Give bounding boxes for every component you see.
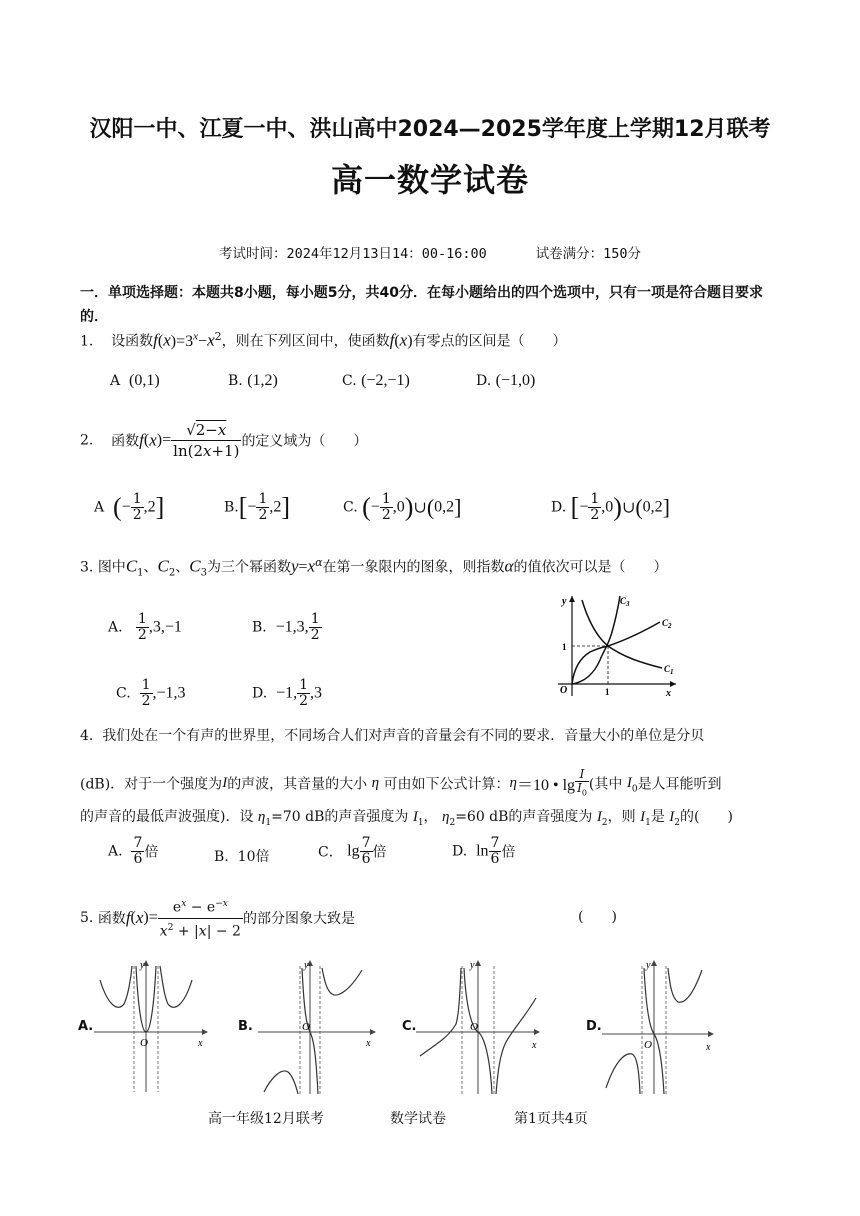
footer-page: 第1页共4页 — [514, 1111, 588, 1127]
q1-option-b[interactable]: B. (1,2) — [228, 372, 278, 389]
question-number: 3. — [80, 559, 94, 576]
curve-c1-label: $C_1$ — [664, 664, 674, 676]
exam-subtitle: 高一数学试卷 — [330, 161, 529, 199]
origin-label: O — [560, 685, 568, 696]
graph-b-label[interactable]: B. — [238, 1019, 253, 1034]
q2-option-a[interactable]: A (− $\frac{1}{2}$ ,2] — [94, 491, 165, 523]
graph-c-label[interactable]: C. — [402, 1019, 417, 1034]
graph-c[interactable] — [416, 958, 546, 1098]
question-text: ，则在下列区间中，使函数 — [221, 333, 390, 350]
svg-text:y: y — [470, 960, 475, 971]
question-number: 4. — [80, 728, 94, 744]
q1-option-c[interactable]: C. (−2,−1) — [342, 372, 410, 389]
q4-option-c[interactable]: C． lg $\frac{7}{6}$ 倍 — [318, 835, 387, 867]
question-text: 设函数 — [111, 333, 154, 350]
footer-subject: 数学试卷 — [390, 1111, 446, 1127]
question-text: 函数 — [111, 433, 140, 450]
svg-text:O: O — [302, 1021, 310, 1033]
question-text: 有零点的区间是（ ） — [412, 333, 567, 350]
q1-option-d[interactable]: D. (−1,0) — [476, 372, 536, 389]
svg-text:y: y — [304, 960, 309, 971]
x-axis-label: x — [666, 688, 671, 699]
power-function-graph — [550, 592, 682, 700]
q1-option-a[interactable]: A (0,1) — [110, 372, 160, 389]
full-score: 试卷满分：150分 — [535, 246, 641, 262]
q3-option-d[interactable]: D. −1, $\frac{1}{2}$ ,3 — [252, 677, 323, 709]
y-axis-label: y — [562, 596, 567, 607]
curve-c3-label: $C_3$ — [620, 596, 630, 608]
question-text: 图中 — [97, 559, 126, 576]
q4-option-a[interactable]: A. $\frac{7}{6}$ 倍 — [108, 835, 159, 867]
question-number: 2. — [80, 432, 94, 449]
exam-time: 考试时间：2024年12月13日14：00-16:00 — [219, 246, 487, 262]
question-4-line-1 — [80, 725, 704, 745]
question-2: 2. 函数f(x)= $\frac{√2-x}{\ln(2x+1)}$ 的定义域为（ ） — [80, 421, 368, 460]
graph-d-label[interactable]: D. — [586, 1019, 602, 1034]
graph-a-label[interactable]: A. — [78, 1019, 94, 1034]
question-4-line-2: (dB)．对于一个强度为I的声波，其音量的大小 η 可由如下公式计算：η＝10 • lg $\frac{I}{I_0}$ (其中 $I_0$是人耳能听到 — [80, 767, 722, 798]
question-text: 的定义域为（ ） — [241, 433, 368, 450]
question-number: 5. — [80, 910, 94, 927]
q4-option-b[interactable]: B. 10倍 — [214, 849, 270, 865]
question-text: 为三个幂函数 — [206, 559, 291, 576]
q3-option-a[interactable]: A. $\frac{1}{2}$ ,3,−1 — [108, 611, 182, 643]
exam-title: 汉阳一中、江夏一中、洪山高中2024—2025学年度上学期12月联考 — [89, 117, 771, 142]
q4-option-d[interactable]: D. ln $\frac{7}{6}$ 倍 — [452, 835, 516, 867]
svg-text:x: x — [532, 1040, 537, 1051]
question-1: 1. 设函数$f(x)=3^x-x^2$，则在下列区间中，使函数f(x)有零点的区间是（ ） — [80, 330, 567, 350]
q2-option-d[interactable]: D. [− $\frac{1}{2}$ ,0)∪(0,2] — [551, 491, 670, 523]
q3-option-c[interactable]: C. $\frac{1}{2}$ ,−1,3 — [116, 677, 186, 709]
svg-text:O: O — [644, 1039, 652, 1051]
q3-option-b[interactable]: B. −1,3, $\frac{1}{2}$ — [252, 611, 320, 643]
tick-1-x: 1 — [605, 687, 610, 697]
question-text: 我们处在一个有声的世界里，不同场合人们对声音的音量会有不同的要求．音量大小的单位是分贝 — [102, 728, 705, 744]
graph-a[interactable] — [94, 958, 212, 1094]
tick-1-y: 1 — [562, 642, 567, 652]
question-text: 在第一象限内的图象，则指数 — [322, 559, 505, 576]
question-text: 函数 — [97, 911, 126, 928]
question-text: 的值依次可以是（ ） — [513, 559, 668, 576]
svg-text:x: x — [706, 1042, 711, 1053]
question-5: 5. 函数f(x)= $\frac{e^x - e^{-x}}{x^2 + |x| - 2}$ 的部分图象大致是 — [80, 895, 355, 941]
svg-text:y: y — [140, 960, 145, 971]
svg-text:O: O — [470, 1021, 478, 1033]
q2-option-b[interactable]: B.[− $\frac{1}{2}$ ,2] — [224, 491, 291, 523]
svg-text:O: O — [140, 1037, 148, 1049]
svg-text:x: x — [198, 1038, 203, 1049]
graph-b[interactable] — [258, 958, 380, 1098]
question-text: 的部分图象大致是 — [242, 911, 355, 928]
question-number: 1. — [80, 333, 94, 350]
section-heading: 一．单项选择题：本题共8小题，每小题5分，共40分．在每小题给出的四个选项中，只有一项是符合题目要求的． — [80, 285, 763, 325]
footer-grade: 高一年级12月联考 — [208, 1111, 324, 1127]
svg-text:x: x — [366, 1038, 371, 1049]
graph-d[interactable] — [602, 958, 720, 1098]
curve-c2-label: $C_2$ — [662, 618, 672, 630]
exam-info — [0, 242, 860, 262]
question-3: 3. 图中$C_1$、$C_2$、$C_3$为三个幂函数$y=x^\alpha$在第一象限内的图象，则指数α的值依次可以是（ ） — [80, 556, 668, 579]
question-4-line-3: 的声音的最低声波强度)．设 $\eta_1=70$ dB的声音强度为 $I_1$， $\eta_2=60$ dB的声音强度为 $I_2$，则 $I_1$是 $I_2$的( ) — [80, 809, 733, 828]
q2-option-c[interactable]: C. (− $\frac{1}{2}$ ,0)∪(0,2] — [343, 491, 462, 523]
question-5-answer-blank: ( ) — [578, 909, 617, 925]
svg-text:y: y — [646, 960, 651, 971]
